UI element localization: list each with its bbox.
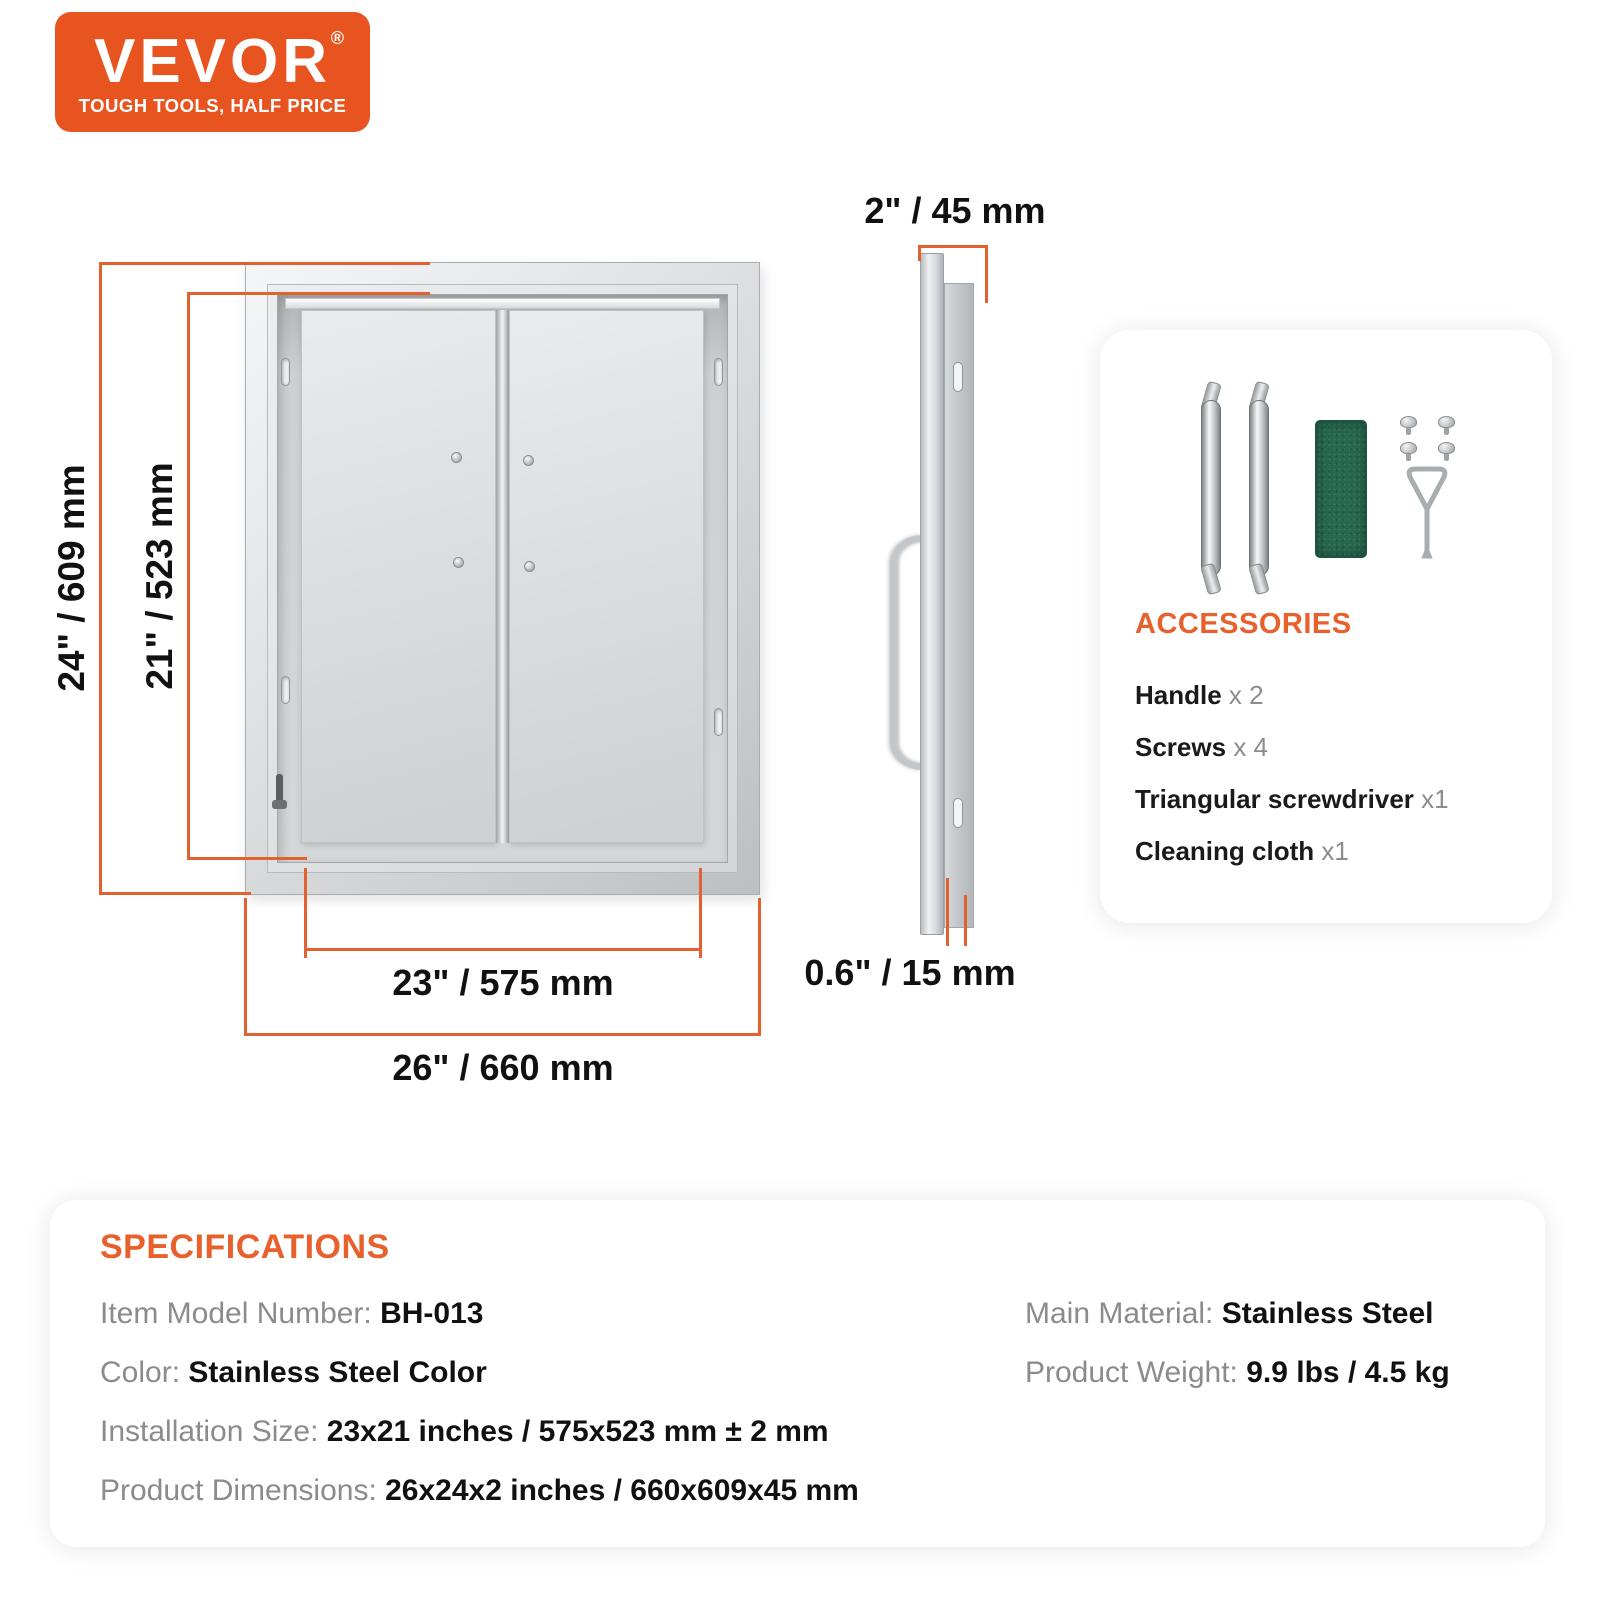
dim-ext-line <box>244 898 247 1036</box>
dim-line-outer-height <box>99 262 102 895</box>
specifications-title: SPECIFICATIONS <box>100 1228 390 1266</box>
dim-ext-line <box>699 868 702 958</box>
spec-row-material <box>1025 1297 1434 1331</box>
triangular-screwdriver-icon <box>1404 463 1450 566</box>
dim-tick <box>187 857 307 860</box>
spec-value: Stainless Steel <box>1221 1297 1434 1330</box>
dim-line-inner-height <box>187 292 190 860</box>
dim-tick <box>99 262 430 265</box>
handle-screw-hole <box>453 557 464 568</box>
mount-slot <box>281 676 290 704</box>
spec-label: Main Material: <box>1025 1297 1222 1330</box>
accessory-item <box>1135 836 1349 867</box>
accessory-item <box>1135 680 1264 711</box>
dim-tick <box>99 892 251 895</box>
dim-tick <box>985 245 988 303</box>
spec-label: Installation Size: <box>100 1415 327 1448</box>
spec-value: 9.9 lbs / 4.5 kg <box>1246 1356 1450 1389</box>
handle-icon <box>1246 382 1272 594</box>
product-diagram-page: VEVOR ® TOUGH TOOLS, HALF PRICE 24" / 609 mm 21" / 523 mm 23" / 575 mm 26" / 660 mm 2" / 45 mm 0.6" / 15 mm ACCESSORIES Handle x 2 Screws x 4 Triangular screwdriver x1 Cleaning cloth x1 SPECIFICATIONS Item Model Number: BH-013 Color: Stainless Steel Color Installation Size: 23x21 inches / 575x523 mm ± 2 mm Product Dimensions: 26x24x2 inches / 660x609x45 mm Main Material: Stainless Steel Product Weight: 9.9 lbs / 4.5 kg <box>0 0 1600 1600</box>
mount-slot <box>953 362 963 392</box>
spec-label: Color: <box>100 1356 189 1389</box>
dim-line-flange <box>946 878 949 946</box>
mount-slot <box>281 358 290 386</box>
spec-row-product-dimensions <box>100 1474 859 1508</box>
mount-slot <box>714 708 723 736</box>
accessory-name: Cleaning cloth <box>1135 836 1315 866</box>
accessory-item <box>1135 732 1268 763</box>
dim-tick <box>918 245 921 261</box>
registered-trademark-icon: ® <box>330 28 344 48</box>
screws-icon <box>1400 416 1460 462</box>
accessories-title: ACCESSORIES <box>1135 608 1352 640</box>
dim-tick <box>187 292 430 295</box>
spec-label: Product Weight: <box>1025 1356 1247 1389</box>
door-panels <box>301 310 704 843</box>
handle-screw-hole <box>524 561 535 572</box>
door-front-view <box>245 262 760 895</box>
brand-name: VEVOR <box>93 27 332 96</box>
accessory-name: Handle <box>1135 680 1222 710</box>
accessory-qty: x1 <box>1321 836 1349 866</box>
spec-value: Stainless Steel Color <box>188 1356 487 1389</box>
vevor-logo <box>55 12 370 132</box>
handle-screw-hole <box>523 455 534 466</box>
spec-label: Product Dimensions: <box>100 1474 386 1507</box>
door-latch <box>271 774 289 810</box>
spec-row-weight <box>1025 1356 1450 1390</box>
dim-label-inner-width: 23" / 575 mm <box>392 962 614 1003</box>
dim-line-flange <box>964 895 967 946</box>
dim-line-depth <box>918 245 988 248</box>
door-center-stile <box>496 310 509 843</box>
cleaning-pad-icon <box>1315 420 1367 558</box>
door-top-rail <box>285 298 720 309</box>
accessory-item <box>1135 784 1449 815</box>
door-right-panel <box>509 310 704 843</box>
spec-row-model <box>100 1297 483 1331</box>
spec-row-color <box>100 1356 487 1390</box>
mount-slot <box>953 798 963 828</box>
dim-label-outer-width: 26" / 660 mm <box>392 1047 614 1088</box>
spec-label: Item Model Number: <box>100 1297 381 1330</box>
door-side-view-plate <box>920 253 944 935</box>
mount-slot <box>714 358 723 386</box>
dim-label-depth: 2" / 45 mm <box>864 190 1046 231</box>
door-side-handle <box>890 535 922 770</box>
dim-label-flange: 0.6" / 15 mm <box>804 952 1016 993</box>
spec-value: 23x21 inches / 575x523 mm ± 2 mm <box>326 1415 829 1448</box>
handle-icon <box>1198 382 1224 594</box>
dim-line-outer-width <box>244 1033 761 1036</box>
accessory-qty: x 4 <box>1233 732 1268 762</box>
spec-row-installation-size <box>100 1415 829 1449</box>
spec-value: BH-013 <box>380 1297 484 1330</box>
accessory-qty: x1 <box>1421 784 1449 814</box>
accessory-name: Screws <box>1135 732 1227 762</box>
brand-tagline: TOUGH TOOLS, HALF PRICE <box>78 95 347 116</box>
spec-value: 26x24x2 inches / 660x609x45 mm <box>385 1474 859 1507</box>
door-left-panel <box>301 310 496 843</box>
accessory-qty: x 2 <box>1228 680 1264 710</box>
accessory-name: Triangular screwdriver <box>1135 784 1414 814</box>
handle-screw-hole <box>451 452 462 463</box>
dim-line-inner-width <box>304 948 702 951</box>
dim-ext-line <box>304 868 307 958</box>
